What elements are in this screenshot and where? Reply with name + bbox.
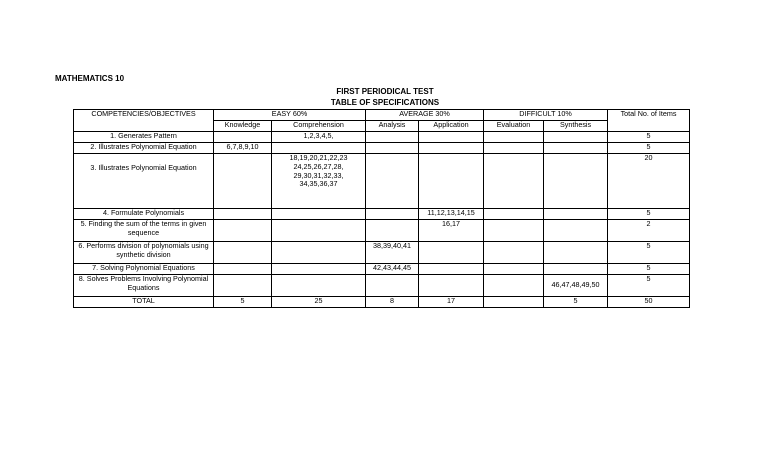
total-items-cell: 5 <box>608 143 690 154</box>
test-title: FIRST PERIODICAL TEST <box>336 87 434 96</box>
subheader-analysis: Analysis <box>366 121 419 132</box>
total-row <box>74 297 690 308</box>
evaluation-cell <box>484 275 544 297</box>
knowledge-cell <box>214 264 272 275</box>
comprehension-cell <box>272 275 366 297</box>
evaluation-cell <box>484 209 544 220</box>
competency-cell: 2. Illustrates Polynomial Equation <box>74 143 214 154</box>
header-total-items: Total No. of Items <box>608 110 690 132</box>
table-row <box>74 264 690 275</box>
subheader-application: Application <box>419 121 484 132</box>
total-evaluation <box>484 297 544 308</box>
total-label: TOTAL <box>74 297 214 308</box>
analysis-cell <box>366 132 419 143</box>
table-row <box>74 143 690 154</box>
total-items-cell: 5 <box>608 242 690 264</box>
table-row <box>74 242 690 264</box>
comprehension-cell <box>272 143 366 154</box>
synthesis-cell <box>544 209 608 220</box>
application-cell <box>419 132 484 143</box>
synthesis-cell <box>544 220 608 242</box>
comprehension-cell: 1,2,3,4,5, <box>272 132 366 143</box>
competency-cell: 7. Solving Polynomial Equations <box>74 264 214 275</box>
analysis-cell <box>366 154 419 209</box>
application-cell <box>419 154 484 209</box>
competency-cell: 4. Formulate Polynomials <box>74 209 214 220</box>
synthesis-cell <box>544 154 608 209</box>
competency-cell: 8. Solves Problems Involving Polynomial Equations <box>74 275 214 297</box>
application-cell <box>419 275 484 297</box>
table-row <box>74 220 690 242</box>
application-cell: 16,17 <box>419 220 484 242</box>
grand-total: 50 <box>608 297 690 308</box>
analysis-cell: 42,43,44,45 <box>366 264 419 275</box>
synthesis-cell <box>544 132 608 143</box>
synthesis-cell: 46,47,48,49,50 <box>544 275 608 297</box>
evaluation-cell <box>484 242 544 264</box>
competency-cell: 5. Finding the sum of the terms in given sequence <box>74 220 214 242</box>
competency-cell: 6. Performs division of polynomials using synthetic division <box>74 242 214 264</box>
knowledge-cell <box>214 220 272 242</box>
comprehension-cell: 18,19,20,21,22,23 24,25,26,27,28, 29,30,31,32,33, 34,35,36,37 <box>272 154 366 209</box>
header-competencies: COMPETENCIES/OBJECTIVES <box>74 110 214 132</box>
application-cell <box>419 264 484 275</box>
evaluation-cell <box>484 154 544 209</box>
table-row <box>74 275 690 297</box>
knowledge-cell <box>214 209 272 220</box>
subheader-knowledge: Knowledge <box>214 121 272 132</box>
knowledge-cell <box>214 154 272 209</box>
evaluation-cell <box>484 264 544 275</box>
knowledge-cell <box>214 242 272 264</box>
synthesis-cell <box>544 143 608 154</box>
analysis-cell <box>366 143 419 154</box>
specifications-table <box>73 109 690 308</box>
total-items-cell: 5 <box>608 264 690 275</box>
comprehension-cell <box>272 209 366 220</box>
header-easy: EASY 60% <box>214 110 366 121</box>
evaluation-cell <box>484 143 544 154</box>
competency-cell: 3. Illustrates Polynomial Equation <box>74 154 214 209</box>
application-cell <box>419 143 484 154</box>
total-items-cell: 5 <box>608 132 690 143</box>
header-difficult: DIFFICULT 10% <box>484 110 608 121</box>
synthesis-cell <box>544 242 608 264</box>
knowledge-cell <box>214 275 272 297</box>
application-cell: 11,12,13,14,15 <box>419 209 484 220</box>
total-items-cell: 5 <box>608 275 690 297</box>
subheader-comprehension: Comprehension <box>272 121 366 132</box>
knowledge-cell: 6,7,8,9,10 <box>214 143 272 154</box>
analysis-cell: 38,39,40,41 <box>366 242 419 264</box>
total-application: 17 <box>419 297 484 308</box>
total-items-cell: 20 <box>608 154 690 209</box>
analysis-cell <box>366 209 419 220</box>
evaluation-cell <box>484 132 544 143</box>
subheader-evaluation: Evaluation <box>484 121 544 132</box>
total-items-cell: 2 <box>608 220 690 242</box>
total-analysis: 8 <box>366 297 419 308</box>
header-average: AVERAGE 30% <box>366 110 484 121</box>
comprehension-cell <box>272 264 366 275</box>
comprehension-cell <box>272 220 366 242</box>
analysis-cell <box>366 220 419 242</box>
synthesis-cell <box>544 264 608 275</box>
competency-cell: 1. Generates Pattern <box>74 132 214 143</box>
comprehension-cell <box>272 242 366 264</box>
evaluation-cell <box>484 220 544 242</box>
total-synthesis: 5 <box>544 297 608 308</box>
table-row <box>74 209 690 220</box>
total-items-cell: 5 <box>608 209 690 220</box>
document-title: MATHEMATICS 10 <box>55 74 125 83</box>
application-cell <box>419 242 484 264</box>
table-title: TABLE OF SPECIFICATIONS <box>330 98 440 107</box>
table-row <box>74 154 690 209</box>
total-comprehension: 25 <box>272 297 366 308</box>
header-row <box>74 110 690 121</box>
analysis-cell <box>366 275 419 297</box>
subheader-synthesis: Synthesis <box>544 121 608 132</box>
total-knowledge: 5 <box>214 297 272 308</box>
knowledge-cell <box>214 132 272 143</box>
table-row <box>74 132 690 143</box>
